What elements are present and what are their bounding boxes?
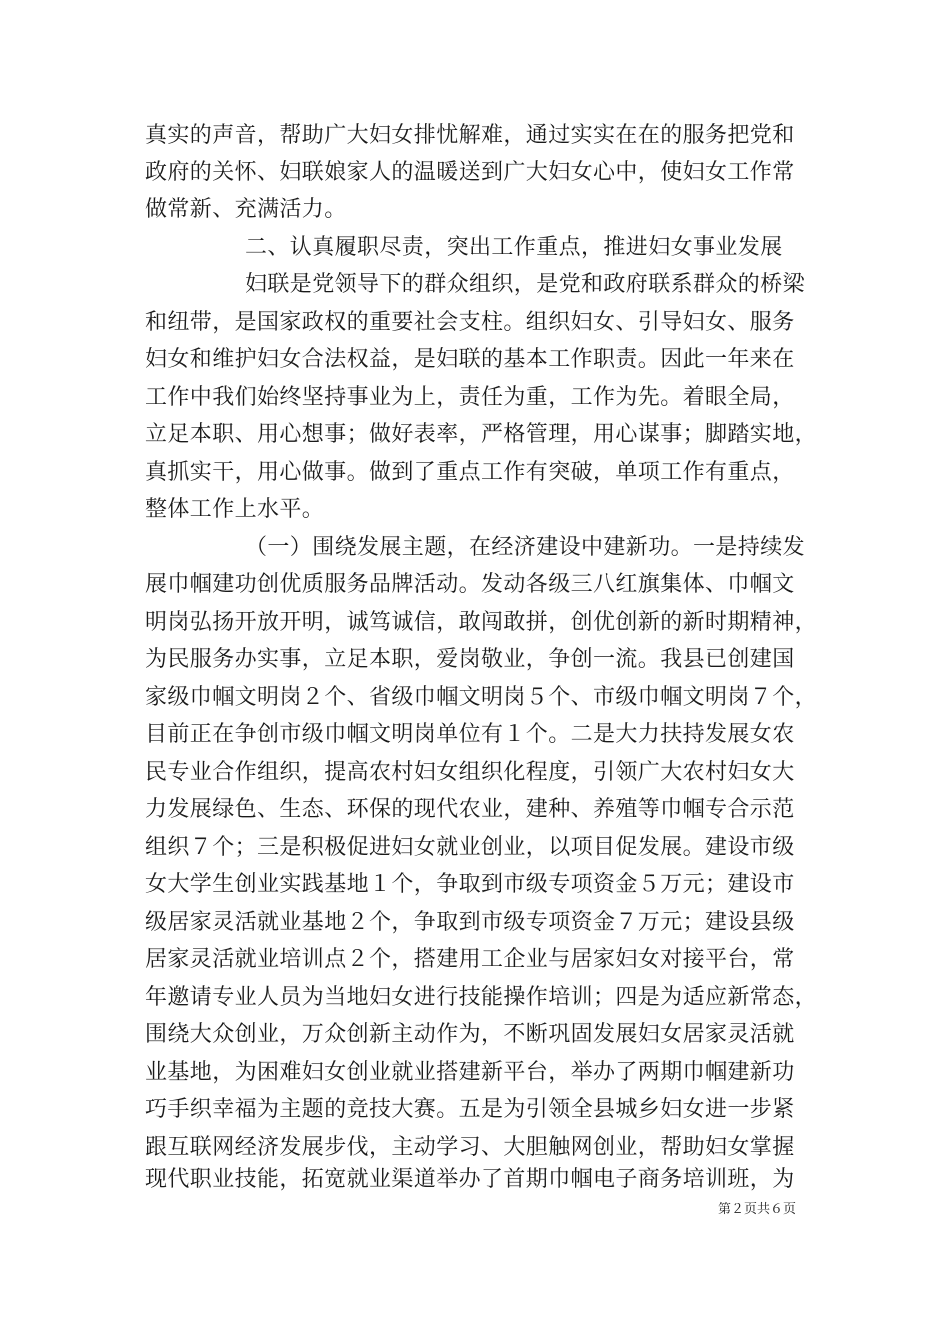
body-text-line: 年邀请专业人员为当地妇女进行技能操作培训；四是为适应新常态， [145,985,818,1010]
body-text-line: 和纽带，是国家政权的重要社会支柱。组织妇女、引导妇女、服务 [145,310,795,335]
body-text-line: 立足本职、用心想事；做好表率，严格管理，用心谋事；脚踏实地， [145,422,818,447]
body-text-line: 整体工作上水平。 [145,497,325,522]
body-text-line: 民专业合作组织，提高农村妇女组织化程度，引领广大农村妇女大 [145,760,795,785]
body-text-line: 真抓实干，用心做事。做到了重点工作有突破，单项工作有重点， [145,460,795,485]
section-heading: 二、认真履职尽责，突出工作重点，推进妇女事业发展 [245,235,783,260]
body-text-line: 妇女和维护妇女合法权益，是妇联的基本工作职责。因此一年来在 [145,347,795,372]
body-text-line: 目前正在争创市级巾帼文明岗单位有１个。二是大力扶持发展女农 [145,722,795,747]
body-text-line: 为民服务办实事，立足本职，爱岗敬业，争创一流。我县已创建国 [145,647,795,672]
body-text-line: 明岗弘扬开放开明，诚笃诚信，敢闯敢拼，创优创新的新时期精神， [145,610,818,635]
body-text-line: 工作中我们始终坚持事业为上，责任为重，工作为先。着眼全局， [145,385,795,410]
body-text-line: 做常新、充满活力。 [145,197,347,222]
body-text-line: 展巾帼建功创优质服务品牌活动。发动各级三八红旗集体、巾帼文 [145,572,795,597]
body-text-line: 女大学生创业实践基地１个，争取到市级专项资金５万元；建设市 [145,872,795,897]
body-text-line: 政府的关怀、妇联娘家人的温暖送到广大妇女心中，使妇女工作常 [145,160,795,185]
body-text-line: 组织７个；三是积极促进妇女就业创业，以项目促发展。建设市级 [145,835,795,860]
body-text-line: 家级巾帼文明岗２个、省级巾帼文明岗５个、市级巾帼文明岗７个， [145,685,818,710]
body-text-line: 居家灵活就业培训点２个，搭建用工企业与居家妇女对接平台，常 [145,947,795,972]
page-number-footer: 第２页共６页 [718,1202,797,1217]
subsection-heading: （一）围绕发展主题，在经济建设中建新功。一是持续发 [245,535,806,560]
body-text-line: 业基地，为困难妇女创业就业搭建新平台，举办了两期巾帼建新功 [145,1060,795,1085]
body-text-line: 真实的声音，帮助广大妇女排忧解难，通过实实在在的服务把党和 [145,123,795,148]
body-text-line: 现代职业技能，拓宽就业渠道举办了首期巾帼电子商务培训班，为 [145,1167,795,1192]
body-text-line: 力发展绿色、生态、环保的现代农业，建种、养殖等巾帼专合示范 [145,797,795,822]
body-text-line: 跟互联网经济发展步伐，主动学习、大胆触网创业，帮助妇女掌握 [145,1135,795,1160]
body-text-line: 妇联是党领导下的群众组织，是党和政府联系群众的桥梁 [245,272,806,297]
body-text-line: 级居家灵活就业基地２个，争取到市级专项资金７万元；建设县级 [145,910,795,935]
body-text-line: 围绕大众创业，万众创新主动作为，不断巩固发展妇女居家灵活就 [145,1022,795,1047]
body-text-line: 巧手织幸福为主题的竞技大赛。五是为引领全县城乡妇女进一步紧 [145,1097,795,1122]
